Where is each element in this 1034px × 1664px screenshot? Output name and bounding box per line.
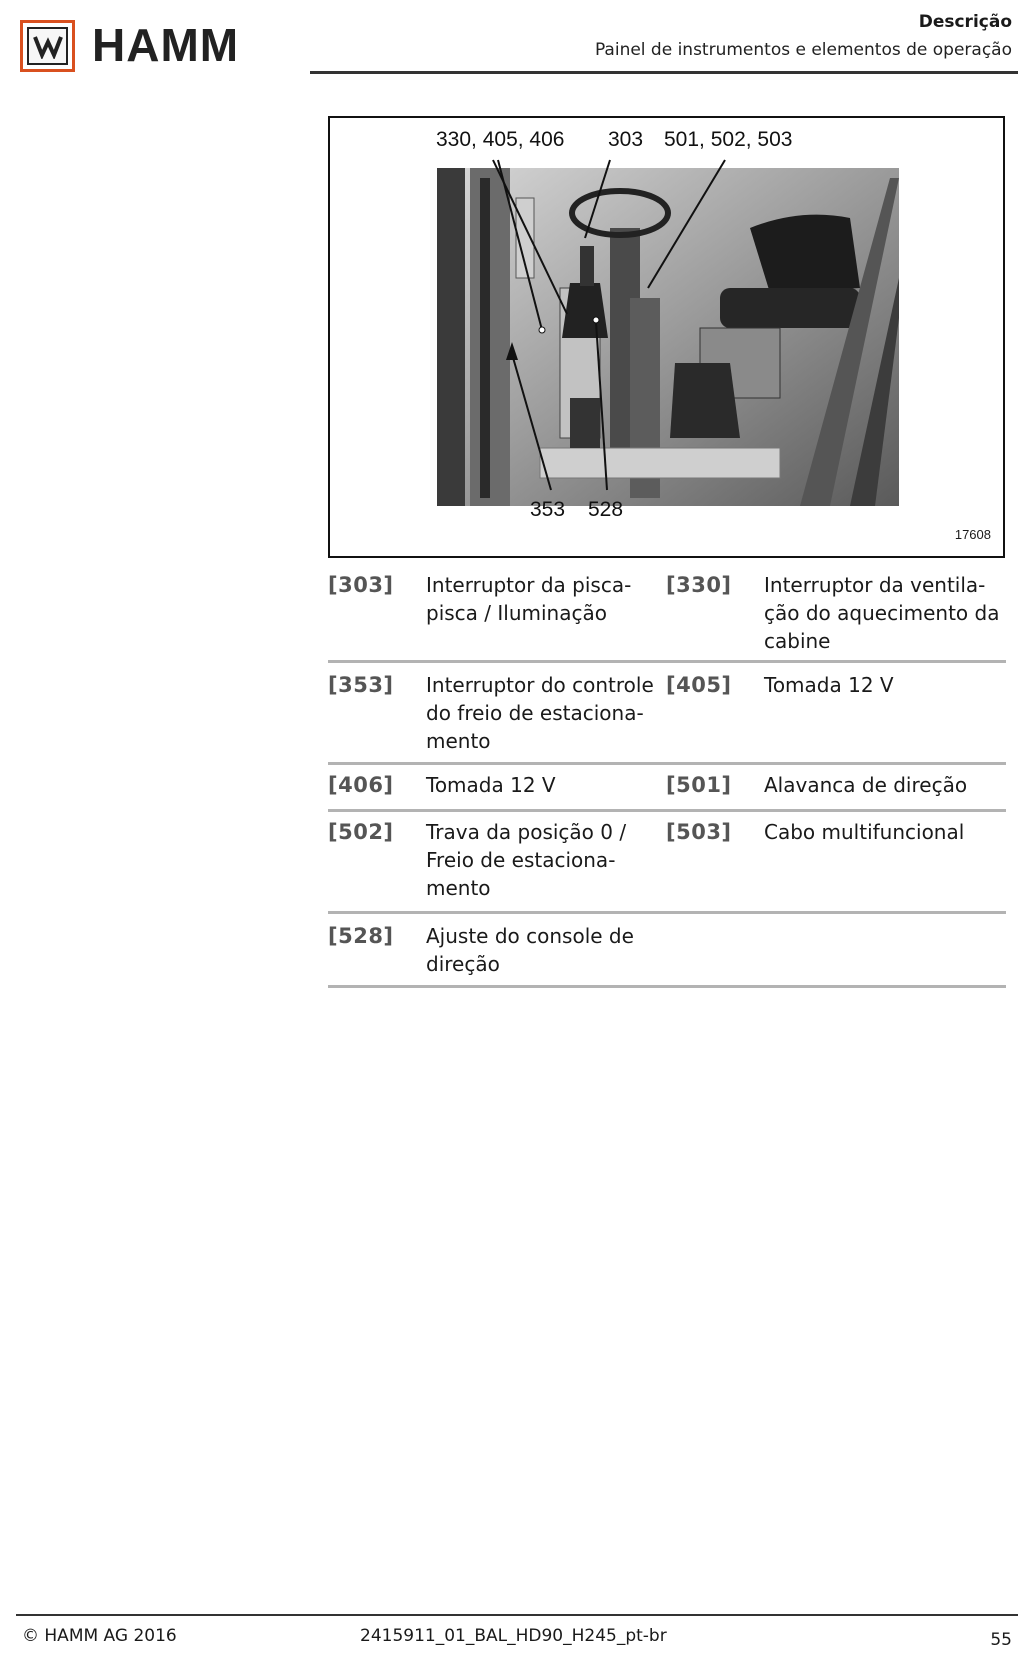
logo-w-icon: [27, 27, 68, 65]
legend-table: [328, 565, 1006, 988]
legend-desc: Ajuste do console de direção: [426, 924, 634, 976]
callout-528: 528: [588, 498, 624, 521]
legend-code: [502]: [328, 820, 394, 844]
cab-illustration: [330, 118, 1003, 556]
legend-code: [303]: [328, 573, 394, 597]
legend-code: [501]: [666, 773, 732, 797]
callout-501-502-503: 501, 502, 503: [664, 128, 793, 151]
callout-353: 353: [530, 498, 566, 521]
legend-desc: Interruptor da ventila-ção do aquecimento da cabine: [764, 573, 1000, 653]
legend-code: [528]: [328, 924, 394, 948]
legend-row: [328, 565, 1006, 663]
header-divider: [310, 71, 1018, 74]
legend-desc: Tomada 12 V: [426, 773, 556, 797]
legend-desc: Alavanca de direção: [764, 773, 968, 797]
legend-code: [405]: [666, 673, 732, 697]
callout-330-405-406: 330, 405, 406: [436, 128, 565, 151]
legend-desc: Interruptor da pisca-pisca / Iluminação: [426, 573, 632, 625]
section-subtitle: Painel de instrumentos e elementos de operação: [594, 40, 1012, 60]
legend-row: [328, 812, 1006, 914]
footer-document-id: 2415911_01_BAL_HD90_H245_pt-br: [360, 1626, 667, 1646]
cab-figure: [328, 116, 1005, 558]
legend-row: [328, 765, 1006, 812]
brand-name: HAMM: [92, 19, 240, 71]
legend-code: [353]: [328, 673, 394, 697]
legend-row: [328, 914, 1006, 988]
legend-desc: Interruptor do controle do freio de estaciona-mento: [426, 673, 654, 753]
legend-desc: Trava da posição 0 / Freio de estaciona-mento: [426, 820, 627, 900]
footer-copyright: © HAMM AG 2016: [22, 1626, 177, 1646]
legend-code: [406]: [328, 773, 394, 797]
legend-code: [503]: [666, 820, 732, 844]
section-title: Descrição: [918, 12, 1012, 32]
legend-desc: Tomada 12 V: [764, 673, 894, 697]
page-number: 55: [990, 1630, 1012, 1650]
legend-desc: Cabo multifuncional: [764, 820, 965, 844]
figure-id: 17608: [954, 527, 991, 542]
callout-303: 303: [608, 128, 644, 151]
legend-code: [330]: [666, 573, 732, 597]
legend-row: [328, 663, 1006, 765]
footer-divider: [16, 1614, 1018, 1616]
hamm-logo: [20, 20, 75, 72]
